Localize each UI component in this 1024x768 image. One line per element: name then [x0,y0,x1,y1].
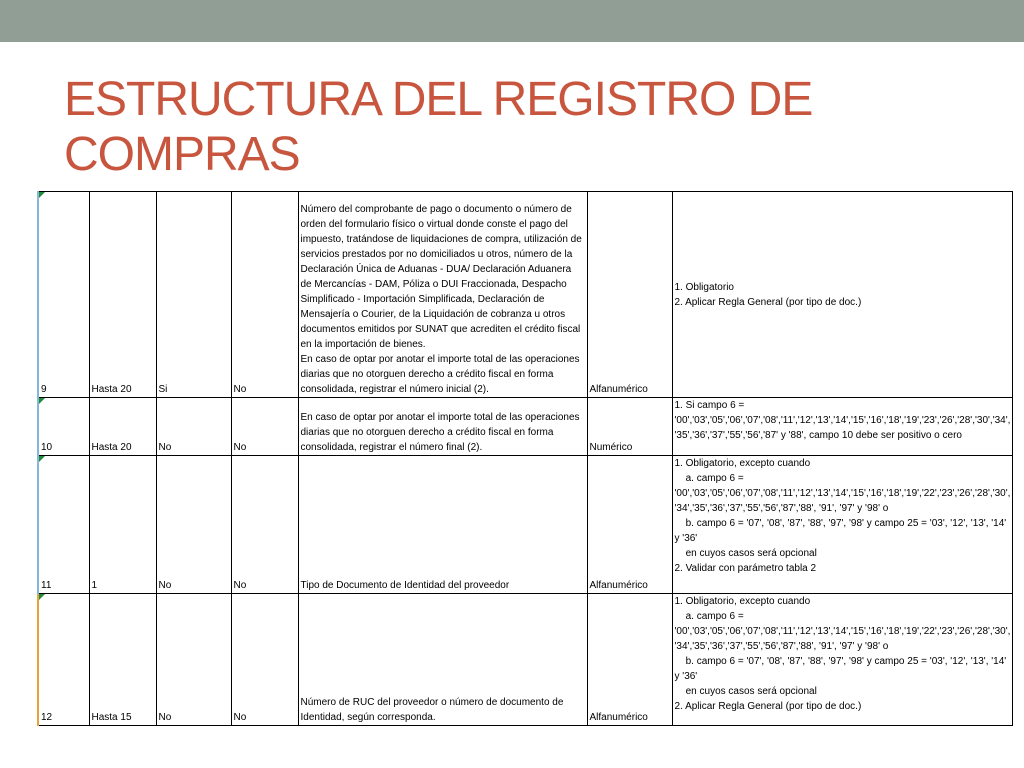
rule-line: b. campo 6 = '07', '08', '87', '88', '97', '98' y campo 25 = '03', '12', '13', '14' [674,518,1007,529]
field-description-cell [298,398,587,456]
description-line: documentos emitidos por SUNAT que acrediten el crédito fiscal [300,324,581,335]
field-description-cell [298,594,587,726]
field-number-cell: 10 [38,398,89,456]
field-number-cell: 9 [38,192,89,398]
rule-line: y '36' [674,533,698,544]
rule-line: 1. Obligatorio, excepto cuando [674,458,811,469]
description-line: Mensajería o Courier, de la Liquidación de cobranza u otros [300,309,566,320]
rule-line: '00','03','05','06','07','08','11','12','13','14','15','16','18','19','23','26','28','30','34', [674,415,1011,426]
registro-compras-table [37,191,1013,726]
rule-line: '34','35','36','37','55','56','87','88', '91', '97' y '98' o [674,641,889,652]
field-type-cell: Alfanumérico [587,456,672,594]
field-description-cell [298,192,587,398]
validation-rules-cell [672,398,1013,456]
field-flag-cell: No [156,456,231,594]
rule-line: 2. Aplicar Regla General (por tipo de doc.) [674,296,862,308]
rule-line: '00','03','05','06','07','08','11','12','13','14','15','16','18','19','22','23','26','28','30', [674,488,1011,499]
slide-title: ESTRUCTURA DEL REGISTRO DE COMPRAS [64,73,813,181]
description-line: consolidada, registrar el número final (2). [300,442,483,453]
rule-line: '35','36','37','55','56','87' y '88', campo 10 debe ser positivo o cero [674,430,962,441]
field-flag-cell: No [231,594,298,726]
rule-line: 1. Si campo 6 = [674,400,745,411]
rule-line: b. campo 6 = '07', '08', '87', '88', '97', '98' y campo 25 = '03', '12', '13', '14' [674,656,1007,667]
field-flag-cell: No [156,594,231,726]
rule-line: y '36' [674,671,698,682]
rule-line: a. campo 6 = [674,473,744,484]
description-line: impuesto, tratándose de liquidaciones de compra, utilización de [300,234,582,245]
table-body [38,192,1013,726]
field-length-cell: Hasta 20 [89,398,156,456]
description-line: diarias que no otorguen derecho a crédito fiscal en forma [300,369,554,380]
rule-line: '00','03','05','06','07','08','11','12','13','14','15','16','18','19','22','23','26','28','30', [674,626,1011,637]
field-type-cell: Numérico [587,398,672,456]
description-line: en la importación de bienes. [300,339,426,350]
table-row [38,192,1013,398]
description-line: En caso de optar por anotar el importe total de las operaciones [300,354,580,365]
top-accent-bar [0,0,1024,42]
description-line: Número de RUC del proveedor o número de documento de [300,697,564,708]
rule-line: 2. Aplicar Regla General (por tipo de doc.) [674,701,862,712]
rule-line: a. campo 6 = [674,611,744,622]
field-flag-cell: No [231,456,298,594]
field-length-cell: Hasta 20 [89,192,156,398]
rule-line: 1. Obligatorio [674,281,734,293]
table-row [38,456,1013,594]
rule-line: 2. Validar con parámetro tabla 2 [674,563,817,574]
description-line: Número del comprobante de pago o documento o número de [300,204,572,215]
field-flag-cell: No [231,398,298,456]
field-length-cell: Hasta 15 [89,594,156,726]
description-line: En caso de optar por anotar el importe total de las operaciones [300,412,580,423]
validation-rules-cell [672,192,1013,398]
rule-line: en cuyos casos será opcional [674,686,817,697]
validation-rules-cell [672,456,1013,594]
rule-line: en cuyos casos será opcional [674,548,817,559]
rule-line: 1. Obligatorio, excepto cuando [674,596,811,607]
field-length-cell: 1 [89,456,156,594]
description-line: diarias que no otorguen derecho a crédito fiscal en forma [300,427,554,438]
field-flag-cell: No [231,192,298,398]
field-type-cell: Alfanumérico [587,192,672,398]
field-number-cell: 11 [38,456,89,594]
description-line: orden del formulario físico o virtual donde conste el pago del [300,219,568,230]
table-row [38,594,1013,726]
table-row [38,398,1013,456]
field-flag-cell: No [156,398,231,456]
field-description-cell [298,456,587,594]
validation-rules-cell [672,594,1013,726]
description-line: servicios prestados por no domiciliados u otros, número de la [300,249,573,260]
description-line: Simplificado - Importación Simplificada, Declaración de [300,294,545,305]
field-number-cell: 12 [38,594,89,726]
field-flag-cell: Si [156,192,231,398]
description-line: consolidada, registrar el número inicial (2). [300,384,489,395]
description-line: Declaración Única de Aduanas - DUA/ Declaración Aduanera [300,264,572,275]
rule-line: '34','35','36','37','55','56','87','88', '91', '97' y '98' o [674,503,889,514]
field-type-cell: Alfanumérico [587,594,672,726]
description-line: Identidad, según corresponda. [300,712,436,723]
description-line: de Mercancías - DAM, Póliza o DUI Fraccionada, Despacho [300,279,567,290]
description-line: Tipo de Documento de Identidad del proveedor [300,580,510,591]
